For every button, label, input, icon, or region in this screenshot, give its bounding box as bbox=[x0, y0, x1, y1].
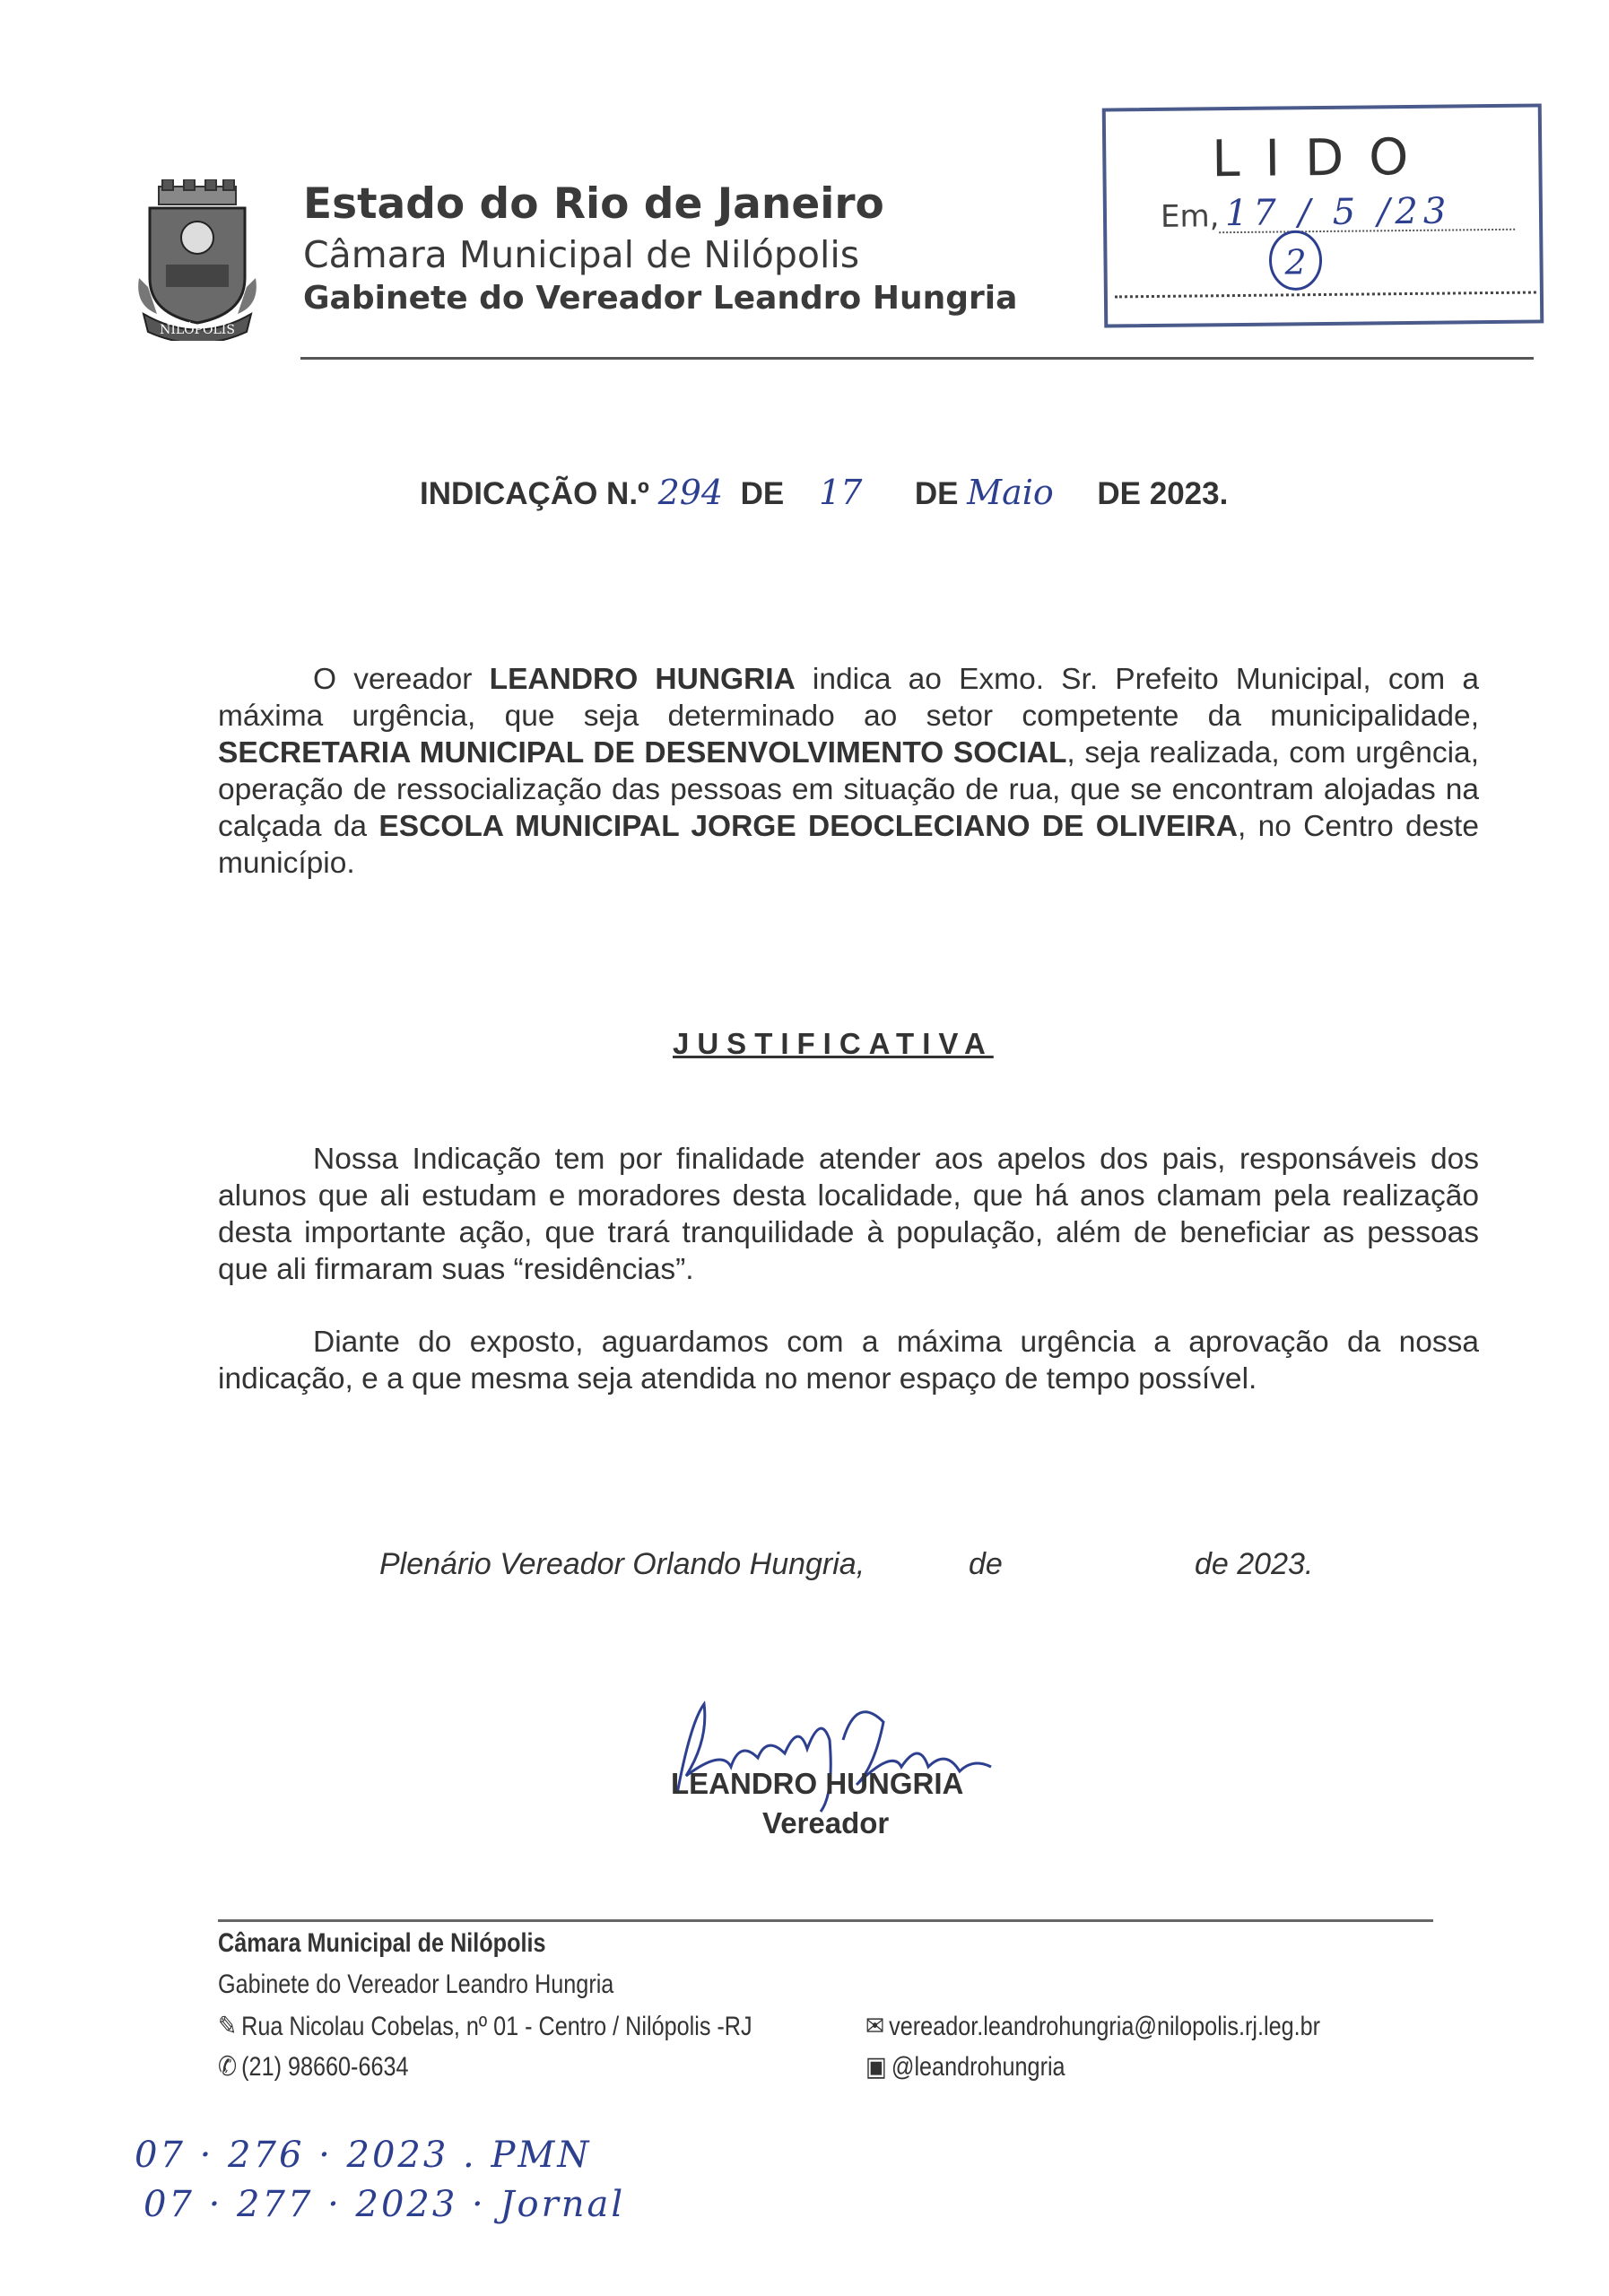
title-number: 294 bbox=[657, 473, 724, 512]
handwritten-protocol-1: 07 · 276 · 2023 . PMN bbox=[135, 2135, 592, 2176]
signatory-role: Vereador bbox=[762, 1806, 890, 1839]
signatory-name: LEANDRO HUNGRIA bbox=[671, 1767, 964, 1800]
camara-title: Câmara Municipal de Nilópolis bbox=[303, 233, 860, 276]
indicacao-paragraph: O vereador LEANDRO HUNGRIA indica ao Exmo. Sr. Prefeito Municipal, com a máxima urgência, que seja determinado ao setor competente da municipalidade, SECRETARIA MUNICIPAL DE DESENVOLVIMENTO SOCIAL, seja realizada, com urgência, operação de ressocialização das pessoas em situação de rua, que se encontram alojadas na calçada da ESCOLA MUNICIPAL JORGE DEOCLECIANO DE OLIVEIRA, no Centro deste município. bbox=[218, 663, 1479, 880]
vereador-name: LEANDRO HUNGRIA bbox=[489, 663, 796, 696]
footer-phone: ✆ (21) 98660-6634 bbox=[218, 2052, 409, 2082]
justificativa-paragraph-1: Nossa Indicação tem por finalidade atender aos apelos dos pais, responsáveis dos alunos que ali estudam e moradores desta localidade, que há anos clamam pela realização desta importante ação, que trará tranquilidade à população, além de beneficiar as pessoas que ali firmaram suas “residências”. bbox=[218, 1143, 1479, 1286]
crest-caption: NILÓPOLIS bbox=[160, 323, 235, 337]
footer-camara: Câmara Municipal de Nilópolis bbox=[218, 1928, 546, 1958]
lido-stamp bbox=[1102, 103, 1544, 327]
secretaria-name: SECRETARIA MUNICIPAL DE DESENVOLVIMENTO SOCIAL bbox=[218, 736, 1067, 770]
stamp-title: LIDO bbox=[1211, 127, 1434, 189]
email-icon: ✉ bbox=[865, 2012, 885, 2041]
stamp-date: 17 / 5 /23 bbox=[1224, 190, 1452, 235]
footer-email[interactable]: ✉ vereador.leandrohungria@nilopolis.rj.leg.br bbox=[865, 2012, 1321, 2041]
title-de2: DE bbox=[914, 476, 959, 511]
stamp-em-label: Em, bbox=[1160, 198, 1220, 235]
justificativa-heading: JUSTIFICATIVA bbox=[673, 1027, 994, 1060]
justificativa-paragraph-2: Diante do exposto, aguardamos com a máxima urgência a aprovação da nossa indicação, e a que mesma seja atendida no menor espaço de tempo possível. bbox=[218, 1326, 1479, 1396]
header-divider bbox=[300, 357, 1534, 360]
title-year: DE 2023. bbox=[1097, 476, 1229, 511]
footer-gabinete: Gabinete do Vereador Leandro Hungria bbox=[218, 1970, 614, 1999]
handwritten-protocol-2: 07 · 277 · 2023 · Jornal bbox=[144, 2184, 626, 2225]
instagram-icon: ▣ bbox=[865, 2052, 887, 2082]
state-title: Estado do Rio de Janeiro bbox=[303, 179, 884, 229]
escola-name: ESCOLA MUNICIPAL JORGE DEOCLECIANO DE OLIVEIRA bbox=[378, 810, 1238, 843]
title-prefix: INDICAÇÃO N.º bbox=[420, 476, 649, 511]
title-day: 17 bbox=[819, 473, 863, 512]
closing-de: de bbox=[969, 1547, 1003, 1581]
footer-instagram[interactable]: ▣ @leandrohungria bbox=[865, 2052, 1065, 2082]
title-de1: DE bbox=[740, 476, 785, 511]
svg-text:2: 2 bbox=[1284, 242, 1307, 283]
indicacao-title bbox=[420, 473, 1228, 512]
title-month: Maio bbox=[967, 473, 1054, 512]
footer-divider bbox=[218, 1919, 1433, 1922]
closing-year: de 2023. bbox=[1195, 1547, 1314, 1581]
pin-icon: ✎ bbox=[218, 2012, 238, 2041]
plenario-line: Plenário Vereador Orlando Hungria, bbox=[379, 1547, 865, 1581]
phone-icon: ✆ bbox=[218, 2052, 238, 2082]
stamp-number bbox=[1250, 224, 1341, 297]
footer-address: ✎ Rua Nicolau Cobelas, nº 01 - Centro / Nilópolis -RJ bbox=[218, 2012, 752, 2041]
municipal-crest-icon bbox=[130, 179, 265, 341]
gabinete-title: Gabinete do Vereador Leandro Hungria bbox=[303, 280, 1018, 317]
